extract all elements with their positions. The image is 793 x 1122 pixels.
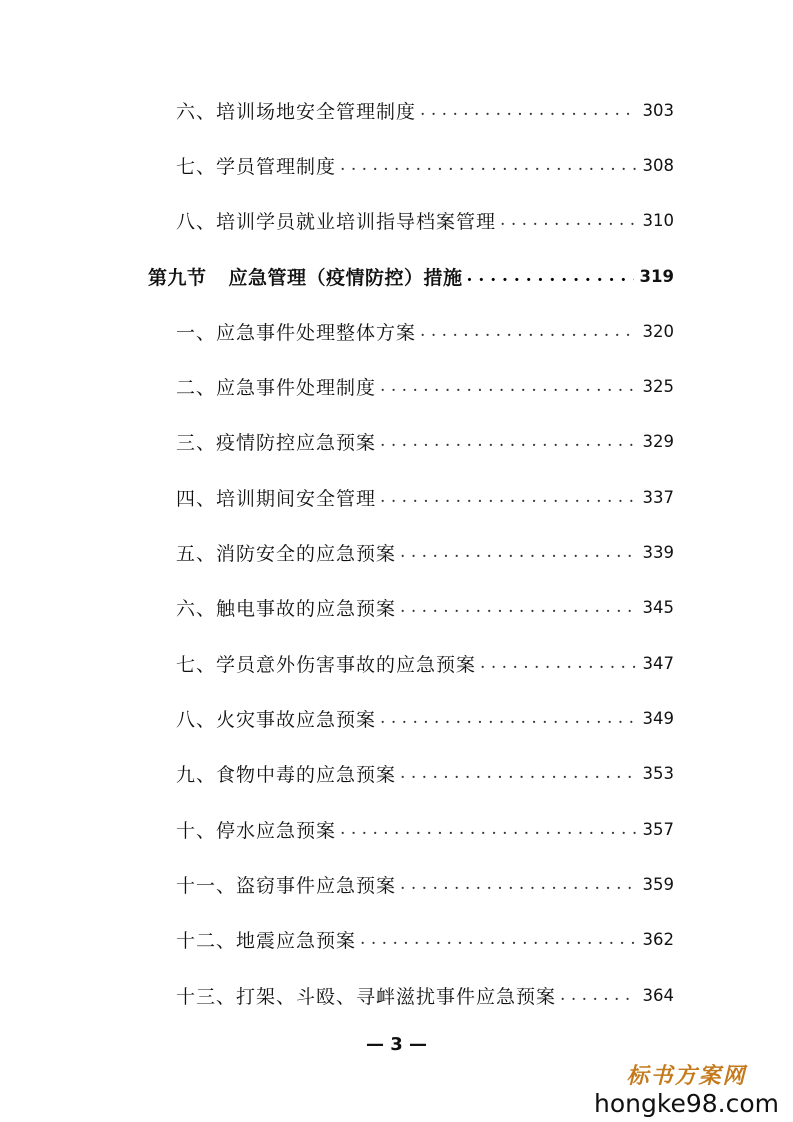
toc-entry-page: 345 <box>642 597 674 617</box>
toc-entry-page: 337 <box>642 487 674 507</box>
toc-section-entry[interactable] <box>0 256 793 296</box>
toc-entry[interactable] <box>0 200 793 240</box>
toc-leader-dots <box>496 210 636 230</box>
toc-entry-title: 四、培训期间安全管理 <box>176 487 377 510</box>
toc-entry-title: 五、消防安全的应急预案 <box>176 542 397 565</box>
toc-entry-title: 八、培训学员就业培训指导档案管理 <box>176 210 497 233</box>
toc-leader-dots <box>336 819 636 839</box>
toc-entry-page: 364 <box>642 985 674 1005</box>
toc-leader-dots <box>463 266 634 286</box>
toc-section-number: 第九节 <box>148 266 207 289</box>
watermark-logo <box>594 1065 779 1116</box>
toc-leader-dots <box>396 874 636 894</box>
toc-entry-title: 七、学员意外伤害事故的应急预案 <box>176 653 477 676</box>
page-number: — 3 — <box>365 1034 428 1055</box>
toc-entry[interactable] <box>0 809 793 849</box>
toc-entry-title: 十二、地震应急预案 <box>176 929 357 952</box>
toc-leader-dots <box>396 597 636 617</box>
toc-leader-dots <box>376 487 636 507</box>
toc-leader-dots <box>476 653 636 673</box>
toc-entry-page: 325 <box>642 376 674 396</box>
toc-entry-page: 359 <box>642 874 674 894</box>
toc-leader-dots <box>336 155 636 175</box>
toc-leader-dots <box>376 376 636 396</box>
toc-entry-page: 357 <box>642 819 674 839</box>
toc-entry-title: 六、触电事故的应急预案 <box>176 597 397 620</box>
toc-entry-page: 319 <box>639 266 674 286</box>
watermark-brand-text: 标书方案网 <box>626 1063 747 1089</box>
toc-entry-title: 二、应急事件处理制度 <box>176 376 377 399</box>
toc-leader-dots <box>356 929 636 949</box>
toc-entry-title: 十三、打架、斗殴、寻衅滋扰事件应急预案 <box>176 985 557 1008</box>
toc-entry-title: 九、食物中毒的应急预案 <box>176 763 397 786</box>
toc-entry[interactable] <box>0 753 793 793</box>
toc-leader-dots <box>416 321 636 341</box>
toc-entry-title: 七、学员管理制度 <box>176 155 337 178</box>
toc-entry-title: 十一、盗窃事件应急预案 <box>176 874 397 897</box>
toc-entry-page: 320 <box>642 321 674 341</box>
toc-entry[interactable] <box>0 311 793 351</box>
toc-entry-title: 三、疫情防控应急预案 <box>176 431 377 454</box>
toc-leader-dots <box>376 708 636 728</box>
toc-section-name: 应急管理（疫情防控）措施 <box>228 266 463 289</box>
toc-entry-page: 347 <box>642 653 674 673</box>
toc-leader-dots <box>556 985 636 1005</box>
toc-entry-title: 一、应急事件处理整体方案 <box>176 321 417 344</box>
toc-entry-page: 353 <box>642 763 674 783</box>
toc-entry[interactable] <box>0 864 793 904</box>
watermark-domain-text: hongke98.com <box>594 1089 779 1118</box>
toc-entry-page: 303 <box>642 100 674 120</box>
toc-entry-title: 十、停水应急预案 <box>176 819 337 842</box>
toc-entry[interactable] <box>0 698 793 738</box>
toc-entry[interactable] <box>0 366 793 406</box>
toc-entry-title: 八、火灾事故应急预案 <box>176 708 377 731</box>
toc-entry[interactable] <box>0 919 793 959</box>
toc-entry[interactable] <box>0 643 793 683</box>
toc-entry-page: 362 <box>642 929 674 949</box>
toc-entry[interactable] <box>0 975 793 1015</box>
toc-entry-page: 329 <box>642 431 674 451</box>
toc-entry-page: 349 <box>642 708 674 728</box>
toc-entry[interactable] <box>0 477 793 517</box>
toc-entry-page: 339 <box>642 542 674 562</box>
toc-entry[interactable] <box>0 421 793 461</box>
toc-entry-page: 310 <box>642 210 674 230</box>
toc-entry-title: 六、培训场地安全管理制度 <box>176 100 417 123</box>
toc-leader-dots <box>396 763 636 783</box>
toc-section-title <box>148 263 463 290</box>
toc-leader-dots <box>416 100 636 120</box>
toc-entry[interactable] <box>0 532 793 572</box>
toc-entry[interactable] <box>0 90 793 130</box>
toc-entry[interactable] <box>0 145 793 185</box>
toc-entry[interactable] <box>0 587 793 627</box>
toc-leader-dots <box>396 542 636 562</box>
toc-leader-dots <box>376 431 636 451</box>
toc-entry-page: 308 <box>642 155 674 175</box>
